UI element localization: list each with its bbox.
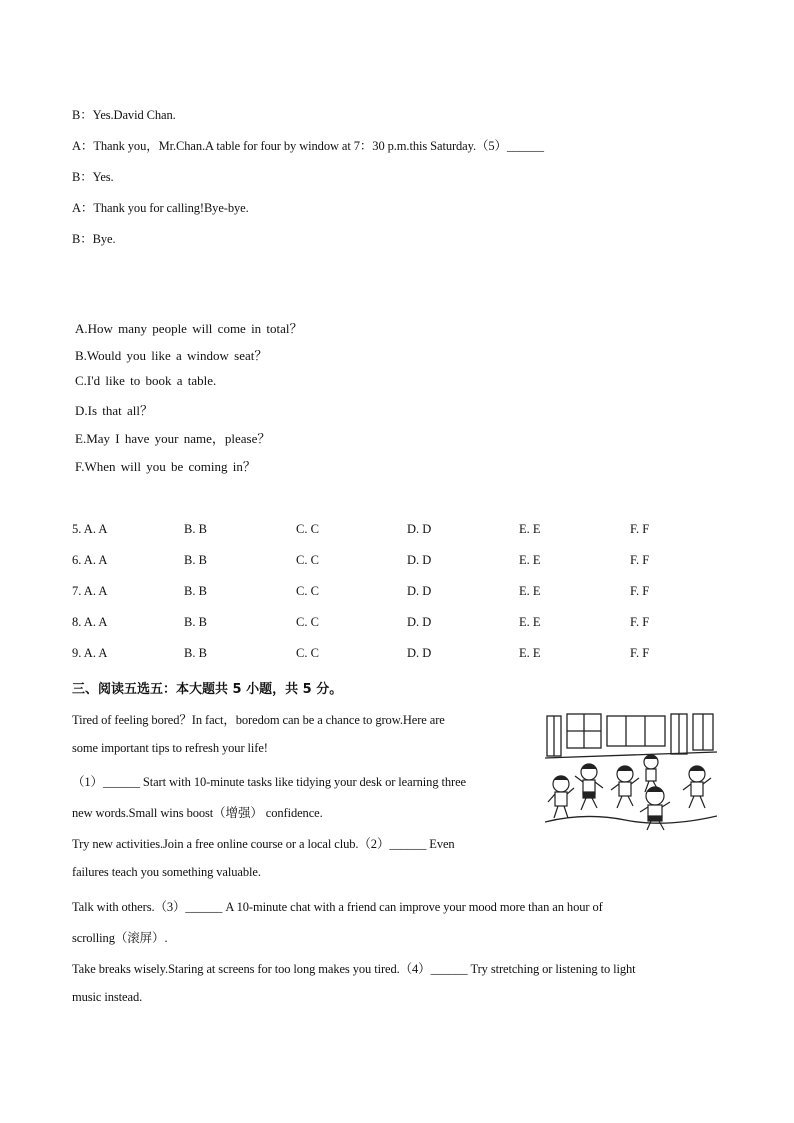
answer-row	[72, 615, 712, 633]
answer-choice[interactable]: D. D	[407, 646, 432, 660]
answer-choice[interactable]: E. E	[519, 615, 541, 629]
dialogue-line: A：Thank you，Mr.Chan.A table for four by window at 7：30 p.m.this Saturday.（5）______	[72, 139, 544, 153]
answer-choice[interactable]: B. B	[184, 584, 207, 598]
option-item: F.When will you be coming in？	[75, 459, 256, 474]
passage-line: music instead.	[72, 990, 143, 1004]
question-number: 7. A. A	[72, 584, 108, 598]
answer-choice[interactable]: B. B	[184, 615, 207, 629]
option-item: B.Would you like a window seat？	[75, 348, 268, 363]
answer-row	[72, 553, 712, 571]
passage-line: new words.Small wins boost（增强） confidence.	[72, 806, 323, 820]
option-item: A.How many people will come in total？	[75, 321, 303, 336]
question-number: 6. A. A	[72, 553, 108, 567]
answer-choice[interactable]: F. F	[630, 646, 650, 660]
children-running-illustration	[545, 712, 717, 832]
answer-choice[interactable]: E. E	[519, 553, 541, 567]
answer-choice[interactable]: B. B	[184, 646, 207, 660]
question-number: 9. A. A	[72, 646, 108, 660]
option-item: C.I'd like to book a table.	[75, 373, 217, 388]
option-item: E.May I have your name，please？	[75, 431, 271, 446]
answer-choice[interactable]: F. F	[630, 553, 650, 567]
answer-choice[interactable]: E. E	[519, 584, 541, 598]
answer-choice[interactable]: E. E	[519, 522, 541, 536]
answer-choice[interactable]: B. B	[184, 522, 207, 536]
answer-row	[72, 522, 712, 540]
answer-choice[interactable]: E. E	[519, 646, 541, 660]
passage-line: scrolling（滚屏）.	[72, 931, 168, 945]
passage-line: Try new activities.Join a free online course or a local club.（2）______ Even	[72, 837, 455, 851]
option-item: D.Is that all？	[75, 403, 154, 418]
passage-line: Take breaks wisely.Staring at screens for too long makes you tired.（4）______ Try stretching or listening to light	[72, 962, 636, 976]
answer-choice[interactable]: C. C	[296, 584, 319, 598]
answer-choice[interactable]: F. F	[630, 584, 650, 598]
passage-line: some important tips to refresh your life!	[72, 741, 268, 755]
answer-choice[interactable]: C. C	[296, 646, 319, 660]
answer-choice[interactable]: D. D	[407, 584, 432, 598]
passage-line: failures teach you something valuable.	[72, 865, 261, 879]
answer-choice[interactable]: D. D	[407, 522, 432, 536]
answer-choice[interactable]: D. D	[407, 553, 432, 567]
question-number: 8. A. A	[72, 615, 108, 629]
dialogue-line: A：Thank you for calling!Bye-bye.	[72, 201, 249, 215]
dialogue-line: B：Yes.	[72, 170, 114, 184]
dialogue-line: B：Bye.	[72, 232, 116, 246]
dialogue-line: B：Yes.David Chan.	[72, 108, 176, 122]
answer-choice[interactable]: B. B	[184, 553, 207, 567]
answer-choice[interactable]: D. D	[407, 615, 432, 629]
question-number: 5. A. A	[72, 522, 108, 536]
answer-row	[72, 584, 712, 602]
answer-choice[interactable]: F. F	[630, 615, 650, 629]
answer-choice[interactable]: C. C	[296, 553, 319, 567]
answer-choice[interactable]: F. F	[630, 522, 650, 536]
answer-choice[interactable]: C. C	[296, 522, 319, 536]
answer-row	[72, 646, 712, 664]
passage-line: （1）______ Start with 10-minute tasks like tidying your desk or learning three	[72, 775, 466, 789]
passage-line: Talk with others.（3）______ A 10-minute chat with a friend can improve your mood more than an hour of	[72, 900, 603, 914]
answer-choice[interactable]: C. C	[296, 615, 319, 629]
passage-line: Tired of feeling bored？In fact，boredom can be a chance to grow.Here are	[72, 713, 445, 727]
section-title: 三、阅读五选五：本大题共 5 小题，共 5 分。	[72, 682, 343, 697]
